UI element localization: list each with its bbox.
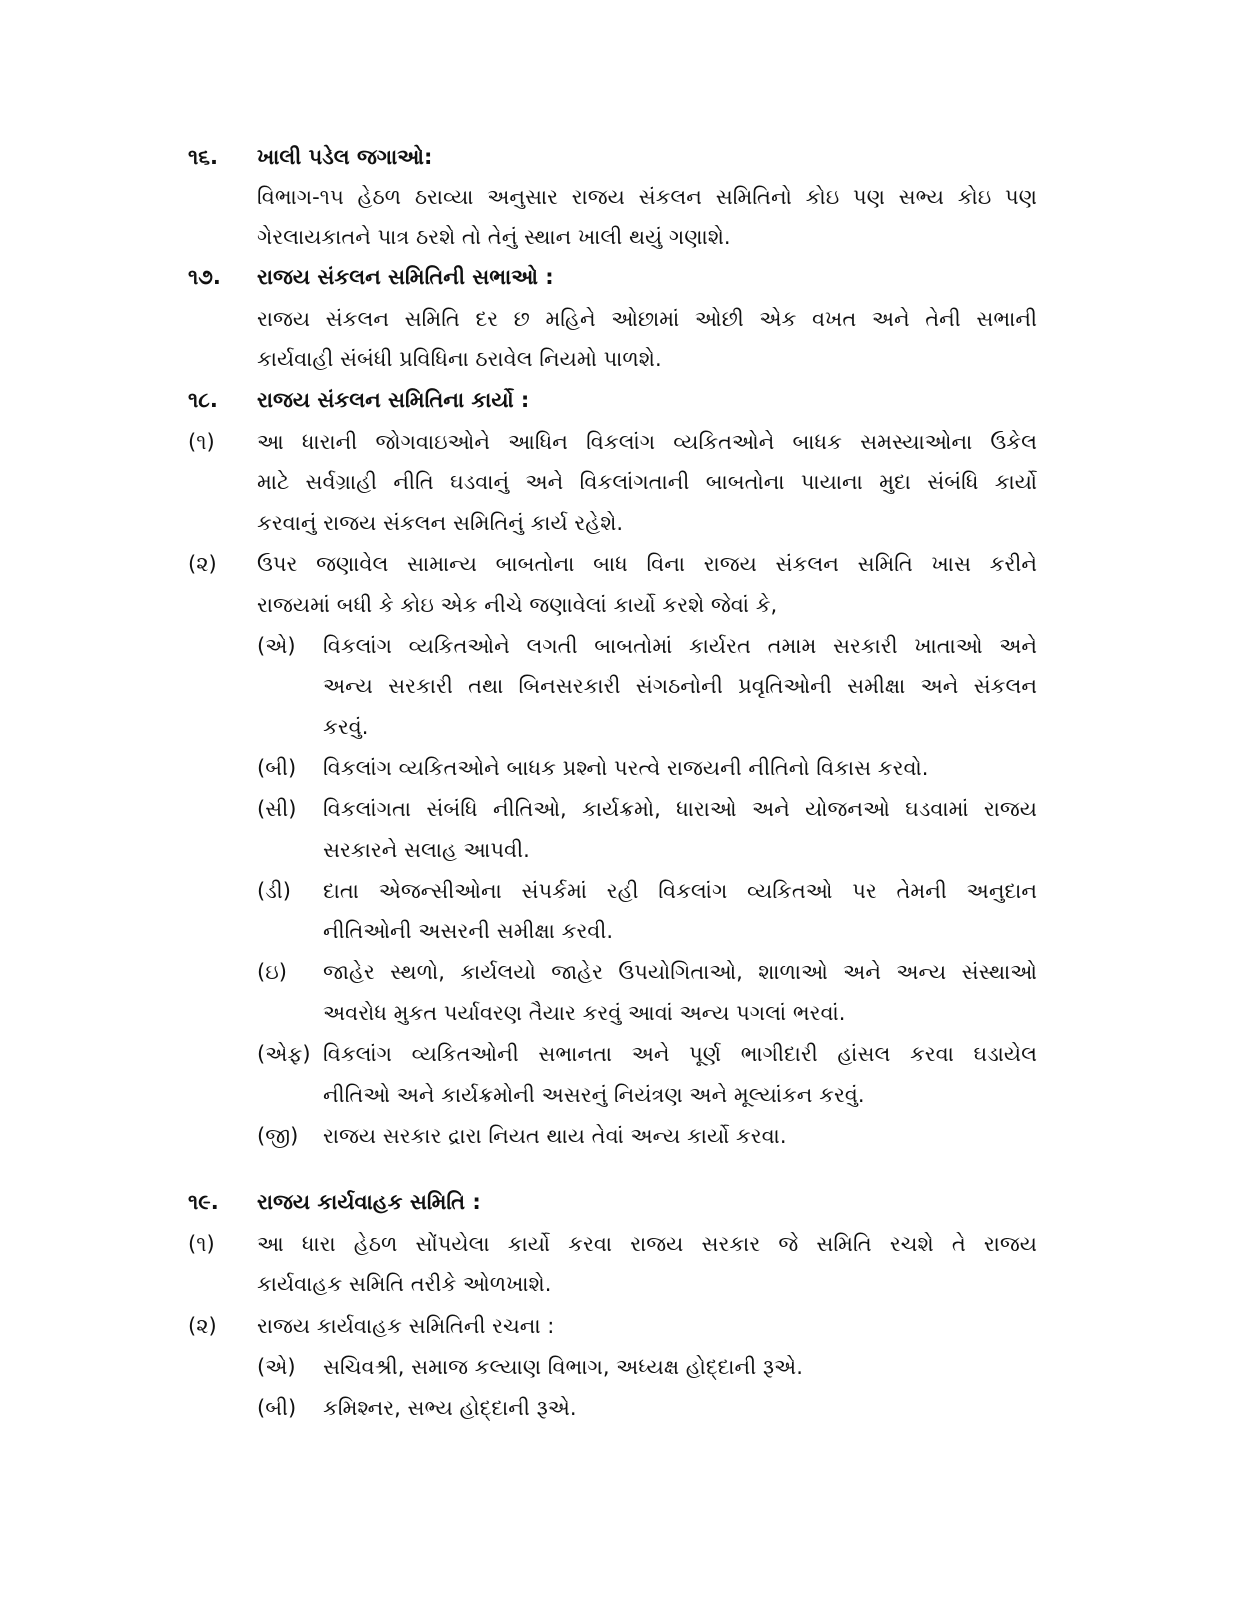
section-19-clause-1-line: કાર્યવાહક સમિતિ તરીકે ઓળખાશે.	[257, 1272, 552, 1296]
section-19-clause-2-number: (૨)	[188, 1314, 217, 1338]
section-18-clause-2-line: રાજયમાં બધી કે કોઇ એક નીચે જણાવેલાં કાર્યો કરશે જેવાં કે,	[257, 593, 778, 617]
section-18-item-d-number: (ડી)	[257, 879, 291, 903]
section-19-number: ૧૯.	[188, 1190, 219, 1214]
section-18-item-d-line: નીતિઓની અસરની સમીક્ષા કરવી.	[323, 919, 614, 943]
section-16-body-line: ગેરલાયકાતને પાત્ર ઠરશે તો તેનું સ્થાન ખાલી થયું ગણાશે.	[257, 225, 731, 249]
section-18-item-a-number: (એ)	[257, 634, 296, 658]
section-18-item-b-number: (બી)	[257, 756, 297, 780]
section-19-heading: રાજય કાર્યવાહક સમિતિ :	[257, 1190, 481, 1214]
section-18-clause-1-line: કરવાનું રાજય સંકલન સમિતિનું કાર્ય રહેશે.	[257, 511, 624, 535]
section-19-item-a-line: સચિવશ્રી, સમાજ કલ્યાણ વિભાગ, અધ્યક્ષ હોદ્દાની રૂએ.	[323, 1355, 803, 1379]
section-19-item-a-number: (એ)	[257, 1355, 296, 1379]
section-18-item-g-line: રાજય સરકાર દ્રારા નિયત થાય તેવાં અન્ય કાર્યો કરવા.	[323, 1124, 787, 1148]
section-18-item-f-line: વિકલાંગ વ્યકિતઓની સભાનતા અને પૂર્ણ ભાગીદારી હાંસલ કરવા ઘડાયેલ	[323, 1042, 1037, 1066]
section-19-item-b-number: (બી)	[257, 1396, 297, 1420]
section-18-item-c-line: વિકલાંગતા સંબંધિ નીતિઓ, કાર્યક્રમો, ધારાઓ અને યોજનઓ ઘડવામાં રાજય	[323, 797, 1037, 821]
section-18-item-e-line: અવરોધ મુકત પર્યાવરણ તૈયાર કરવું આવાં અન્ય પગલાં ભરવાં.	[323, 1001, 846, 1025]
section-18-clause-1-number: (૧)	[188, 430, 215, 454]
section-18-clause-1-line: આ ધારાની જોગવાઇઓને આધિન વિકલાંગ વ્યકિતઓને બાધક સમસ્યાઓના ઉકેલ	[257, 430, 1037, 454]
section-18-item-c-number: (સી)	[257, 797, 297, 821]
section-18-clause-2-line: ઉપર જણાવેલ સામાન્ય બાબતોના બાધ વિના રાજય સંકલન સમિતિ ખાસ કરીને	[257, 552, 1037, 576]
section-17-body-line: રાજય સંકલન સમિતિ દર છ મહિને ઓછામાં ઓછી એક વખત અને તેની સભાની	[257, 307, 1037, 331]
section-19-clause-1-number: (૧)	[188, 1232, 215, 1256]
section-18-item-a-line: કરવું.	[323, 715, 369, 739]
section-18-item-f-number: (એફ)	[257, 1042, 311, 1066]
section-18-clause-2-number: (૨)	[188, 552, 217, 576]
section-18-item-c-line: સરકારને સલાહ આપવી.	[323, 838, 530, 862]
section-18-number: ૧૮.	[188, 388, 218, 412]
section-19-clause-1-line: આ ધારા હેઠળ સોંપયેલા કાર્યો કરવા રાજય સરકાર જે સમિતિ રચશે તે રાજય	[257, 1232, 1037, 1256]
section-18-item-g-number: (જી)	[257, 1124, 299, 1148]
section-17-number: ૧૭.	[188, 265, 221, 289]
section-18-item-d-line: દાતા એજન્સીઓના સંપર્કમાં રહી વિકલાંગ વ્યકિતઓ પર તેમની અનુદાન	[323, 879, 1037, 903]
section-16-heading: ખાલી પડેલ જગાઓ:	[257, 145, 433, 169]
section-18-item-e-line: જાહેર સ્થળો, કાર્યલયો જાહેર ઉપયોગિતાઓ, શાળાઓ અને અન્ય સંસ્થાઓ	[323, 960, 1037, 984]
section-16-body-line: વિભાગ-૧૫ હેઠળ ઠરાવ્યા અનુસાર રાજય સંકલન સમિતિનો કોઇ પણ સભ્ય કોઇ પણ	[257, 185, 1037, 209]
section-18-item-a-line: વિકલાંગ વ્યકિતઓને લગતી બાબતોમાં કાર્યરત તમામ સરકારી ખાતાઓ અને	[323, 634, 1037, 658]
section-16-number: ૧૬.	[188, 145, 219, 169]
section-18-item-a-line: અન્ય સરકારી તથા બિનસરકારી સંગઠનોની પ્રવૃતિઓની સમીક્ષા અને સંકલન	[323, 674, 1037, 698]
section-18-item-b-line: વિકલાંગ વ્યકિતઓને બાધક પ્રશ્નો પરત્વે રાજયની નીતિનો વિકાસ કરવો.	[323, 756, 929, 780]
section-18-item-f-line: નીતિઓ અને કાર્યક્રમોની અસરનું નિયંત્રણ અને મૂલ્યાંકન કરવું.	[323, 1083, 865, 1107]
section-17-body-line: કાર્યવાહી સંબંધી પ્રવિધિના ઠરાવેલ નિયમો પાળશે.	[257, 347, 662, 371]
section-18-heading: રાજય સંકલન સમિતિના કાર્યો :	[257, 388, 530, 412]
section-19-item-b-line: કમિશ્નર, સભ્ય હોદ્દાની રૂએ.	[323, 1396, 577, 1420]
section-18-clause-1-line: માટે સર્વગ્રાહી નીતિ ઘડવાનું અને વિકલાંગતાની બાબતોના પાયાના મુદા સંબંધિ કાર્યો	[257, 470, 1037, 494]
section-19-clause-2-line: રાજય કાર્યવાહક સમિતિની રચના :	[257, 1314, 555, 1338]
section-17-heading: રાજય સંકલન સમિતિની સભાઓ :	[257, 265, 554, 289]
section-18-item-e-number: (ઇ)	[257, 960, 287, 984]
